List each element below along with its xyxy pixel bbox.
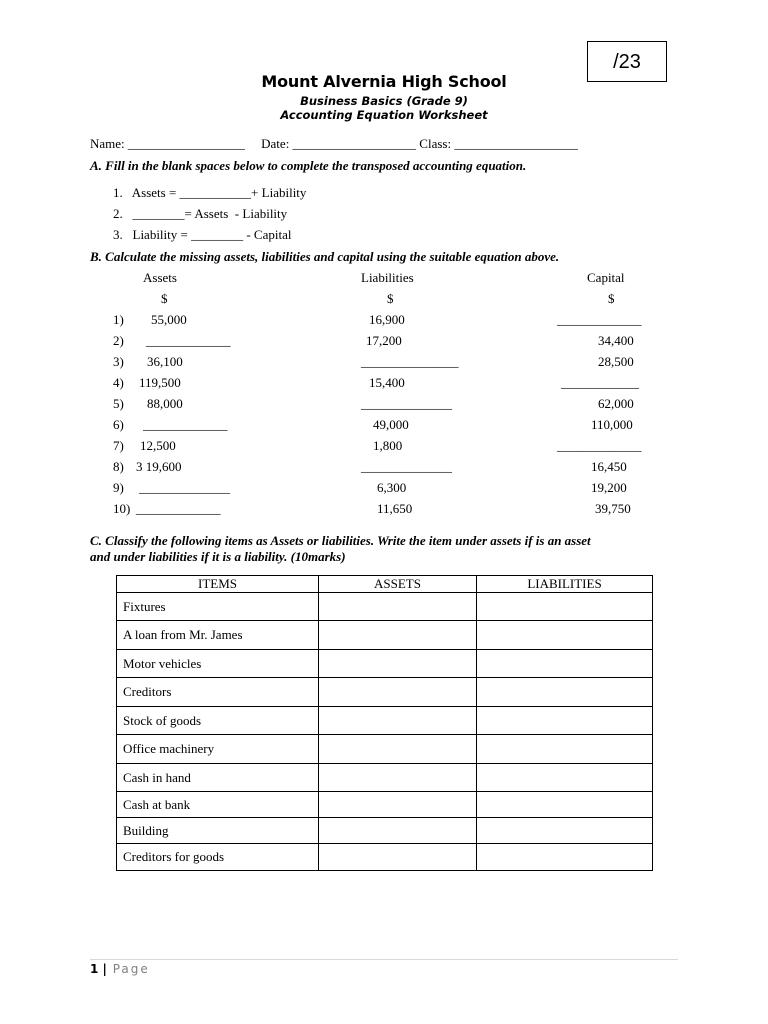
row-capital: 16,450	[591, 459, 627, 474]
header-liabilities: Liabilities	[361, 270, 414, 285]
liabilities-cell[interactable]	[477, 593, 653, 621]
row-assets: 88,000	[147, 396, 183, 411]
assets-cell[interactable]	[319, 792, 477, 818]
row-assets: _____________	[146, 333, 231, 348]
equation-item-1: 1. Assets = ___________+ Liability	[113, 185, 307, 200]
row-number: 8)	[113, 459, 124, 474]
worksheet-title: Accounting Equation Worksheet	[280, 108, 488, 122]
row-capital: _____________	[557, 312, 642, 327]
row-number: 4)	[113, 375, 124, 390]
item-name: Fixtures	[117, 593, 319, 621]
row-liabilities: 6,300	[377, 480, 407, 495]
page-label: Page	[106, 962, 150, 976]
row-liabilities: ______________	[361, 459, 452, 474]
table-row	[117, 650, 653, 678]
item-name: Creditors	[117, 678, 319, 707]
equation-item-3: 3. Liability = ________ - Capital	[113, 227, 292, 242]
section-b-title: B. Calculate the missing assets, liabilities and capital using the suitable equation above.	[90, 249, 560, 264]
student-fields: Name: __________________ Date: ___________________ Class: ___________________	[90, 136, 578, 151]
equation-item-2: 2. ________= Assets - Liability	[113, 206, 288, 221]
row-capital: _____________	[557, 438, 642, 453]
liabilities-cell[interactable]	[477, 844, 653, 871]
currency-capital: $	[608, 291, 615, 306]
item-name: Motor vehicles	[117, 650, 319, 678]
liabilities-cell[interactable]	[477, 707, 653, 735]
page-footer	[90, 962, 150, 976]
column-header-assets: ASSETS	[319, 576, 477, 593]
header-assets: Assets	[143, 270, 177, 285]
row-assets: 3 19,600	[136, 459, 182, 474]
currency-liabilities: $	[387, 291, 394, 306]
liabilities-cell[interactable]	[477, 764, 653, 792]
item-name: Creditors for goods	[117, 844, 319, 871]
row-liabilities: ______________	[361, 396, 452, 411]
row-capital: 34,400	[598, 333, 634, 348]
row-liabilities: 16,900	[369, 312, 405, 327]
item-name: Building	[117, 818, 319, 844]
row-assets: 119,500	[139, 375, 181, 390]
row-assets: 12,500	[140, 438, 176, 453]
row-assets: 36,100	[147, 354, 183, 369]
row-capital: 110,000	[591, 417, 633, 432]
section-c-title-line2: and under liabilities if it is a liability. (10marks)	[90, 549, 346, 564]
row-liabilities: 15,400	[369, 375, 405, 390]
assets-cell[interactable]	[319, 764, 477, 792]
table-row	[117, 593, 653, 621]
row-capital: 19,200	[591, 480, 627, 495]
page-number: 1 |	[90, 962, 107, 976]
row-liabilities: _______________	[361, 354, 459, 369]
assets-cell[interactable]	[319, 593, 477, 621]
assets-cell[interactable]	[319, 621, 477, 650]
row-number: 3)	[113, 354, 124, 369]
row-liabilities: 49,000	[373, 417, 409, 432]
assets-cell[interactable]	[319, 678, 477, 707]
liabilities-cell[interactable]	[477, 735, 653, 764]
row-number: 7)	[113, 438, 124, 453]
liabilities-cell[interactable]	[477, 678, 653, 707]
classification-table	[116, 575, 653, 871]
assets-cell[interactable]	[319, 707, 477, 735]
assets-cell[interactable]	[319, 650, 477, 678]
row-number: 6)	[113, 417, 124, 432]
row-liabilities: 11,650	[377, 501, 413, 516]
liabilities-cell[interactable]	[477, 818, 653, 844]
table-row	[117, 678, 653, 707]
row-liabilities: 17,200	[366, 333, 402, 348]
assets-cell[interactable]	[319, 735, 477, 764]
section-a-title: A. Fill in the blank spaces below to complete the transposed accounting equation.	[90, 158, 527, 173]
item-name: A loan from Mr. James	[117, 621, 319, 650]
row-capital: 28,500	[598, 354, 634, 369]
footer-divider	[90, 959, 678, 960]
table-row	[117, 818, 653, 844]
assets-cell[interactable]	[319, 844, 477, 871]
table-row	[117, 735, 653, 764]
liabilities-cell[interactable]	[477, 621, 653, 650]
row-number: 2)	[113, 333, 124, 348]
column-header-liabilities: LIABILITIES	[477, 576, 653, 593]
row-liabilities: 1,800	[373, 438, 403, 453]
header-capital: Capital	[587, 270, 625, 285]
row-capital: 39,750	[595, 501, 631, 516]
item-name: Office machinery	[117, 735, 319, 764]
row-assets: 55,000	[151, 312, 187, 327]
column-header-items: ITEMS	[117, 576, 319, 593]
section-c-title-line1: C. Classify the following items as Assets or liabilities. Write the item under assets if is an asset	[90, 533, 591, 548]
table-row	[117, 764, 653, 792]
row-assets: _____________	[143, 417, 228, 432]
row-assets: ______________	[139, 480, 230, 495]
row-assets: _____________	[136, 501, 221, 516]
table-row	[117, 621, 653, 650]
currency-assets: $	[161, 291, 168, 306]
row-number: 10)	[113, 501, 131, 516]
row-capital: 62,000	[598, 396, 634, 411]
subject-title: Business Basics (Grade 9)	[300, 94, 468, 108]
row-number: 9)	[113, 480, 124, 495]
table-row	[117, 707, 653, 735]
item-name: Cash at bank	[117, 792, 319, 818]
school-name: Mount Alvernia High School	[261, 72, 507, 91]
liabilities-cell[interactable]	[477, 792, 653, 818]
item-name: Cash in hand	[117, 764, 319, 792]
row-capital: ____________	[561, 375, 639, 390]
table-row	[117, 792, 653, 818]
assets-cell[interactable]	[319, 818, 477, 844]
row-number: 5)	[113, 396, 124, 411]
liabilities-cell[interactable]	[477, 650, 653, 678]
item-name: Stock of goods	[117, 707, 319, 735]
table-row	[117, 844, 653, 871]
row-number: 1)	[113, 312, 124, 327]
score-box: /23	[587, 41, 667, 82]
